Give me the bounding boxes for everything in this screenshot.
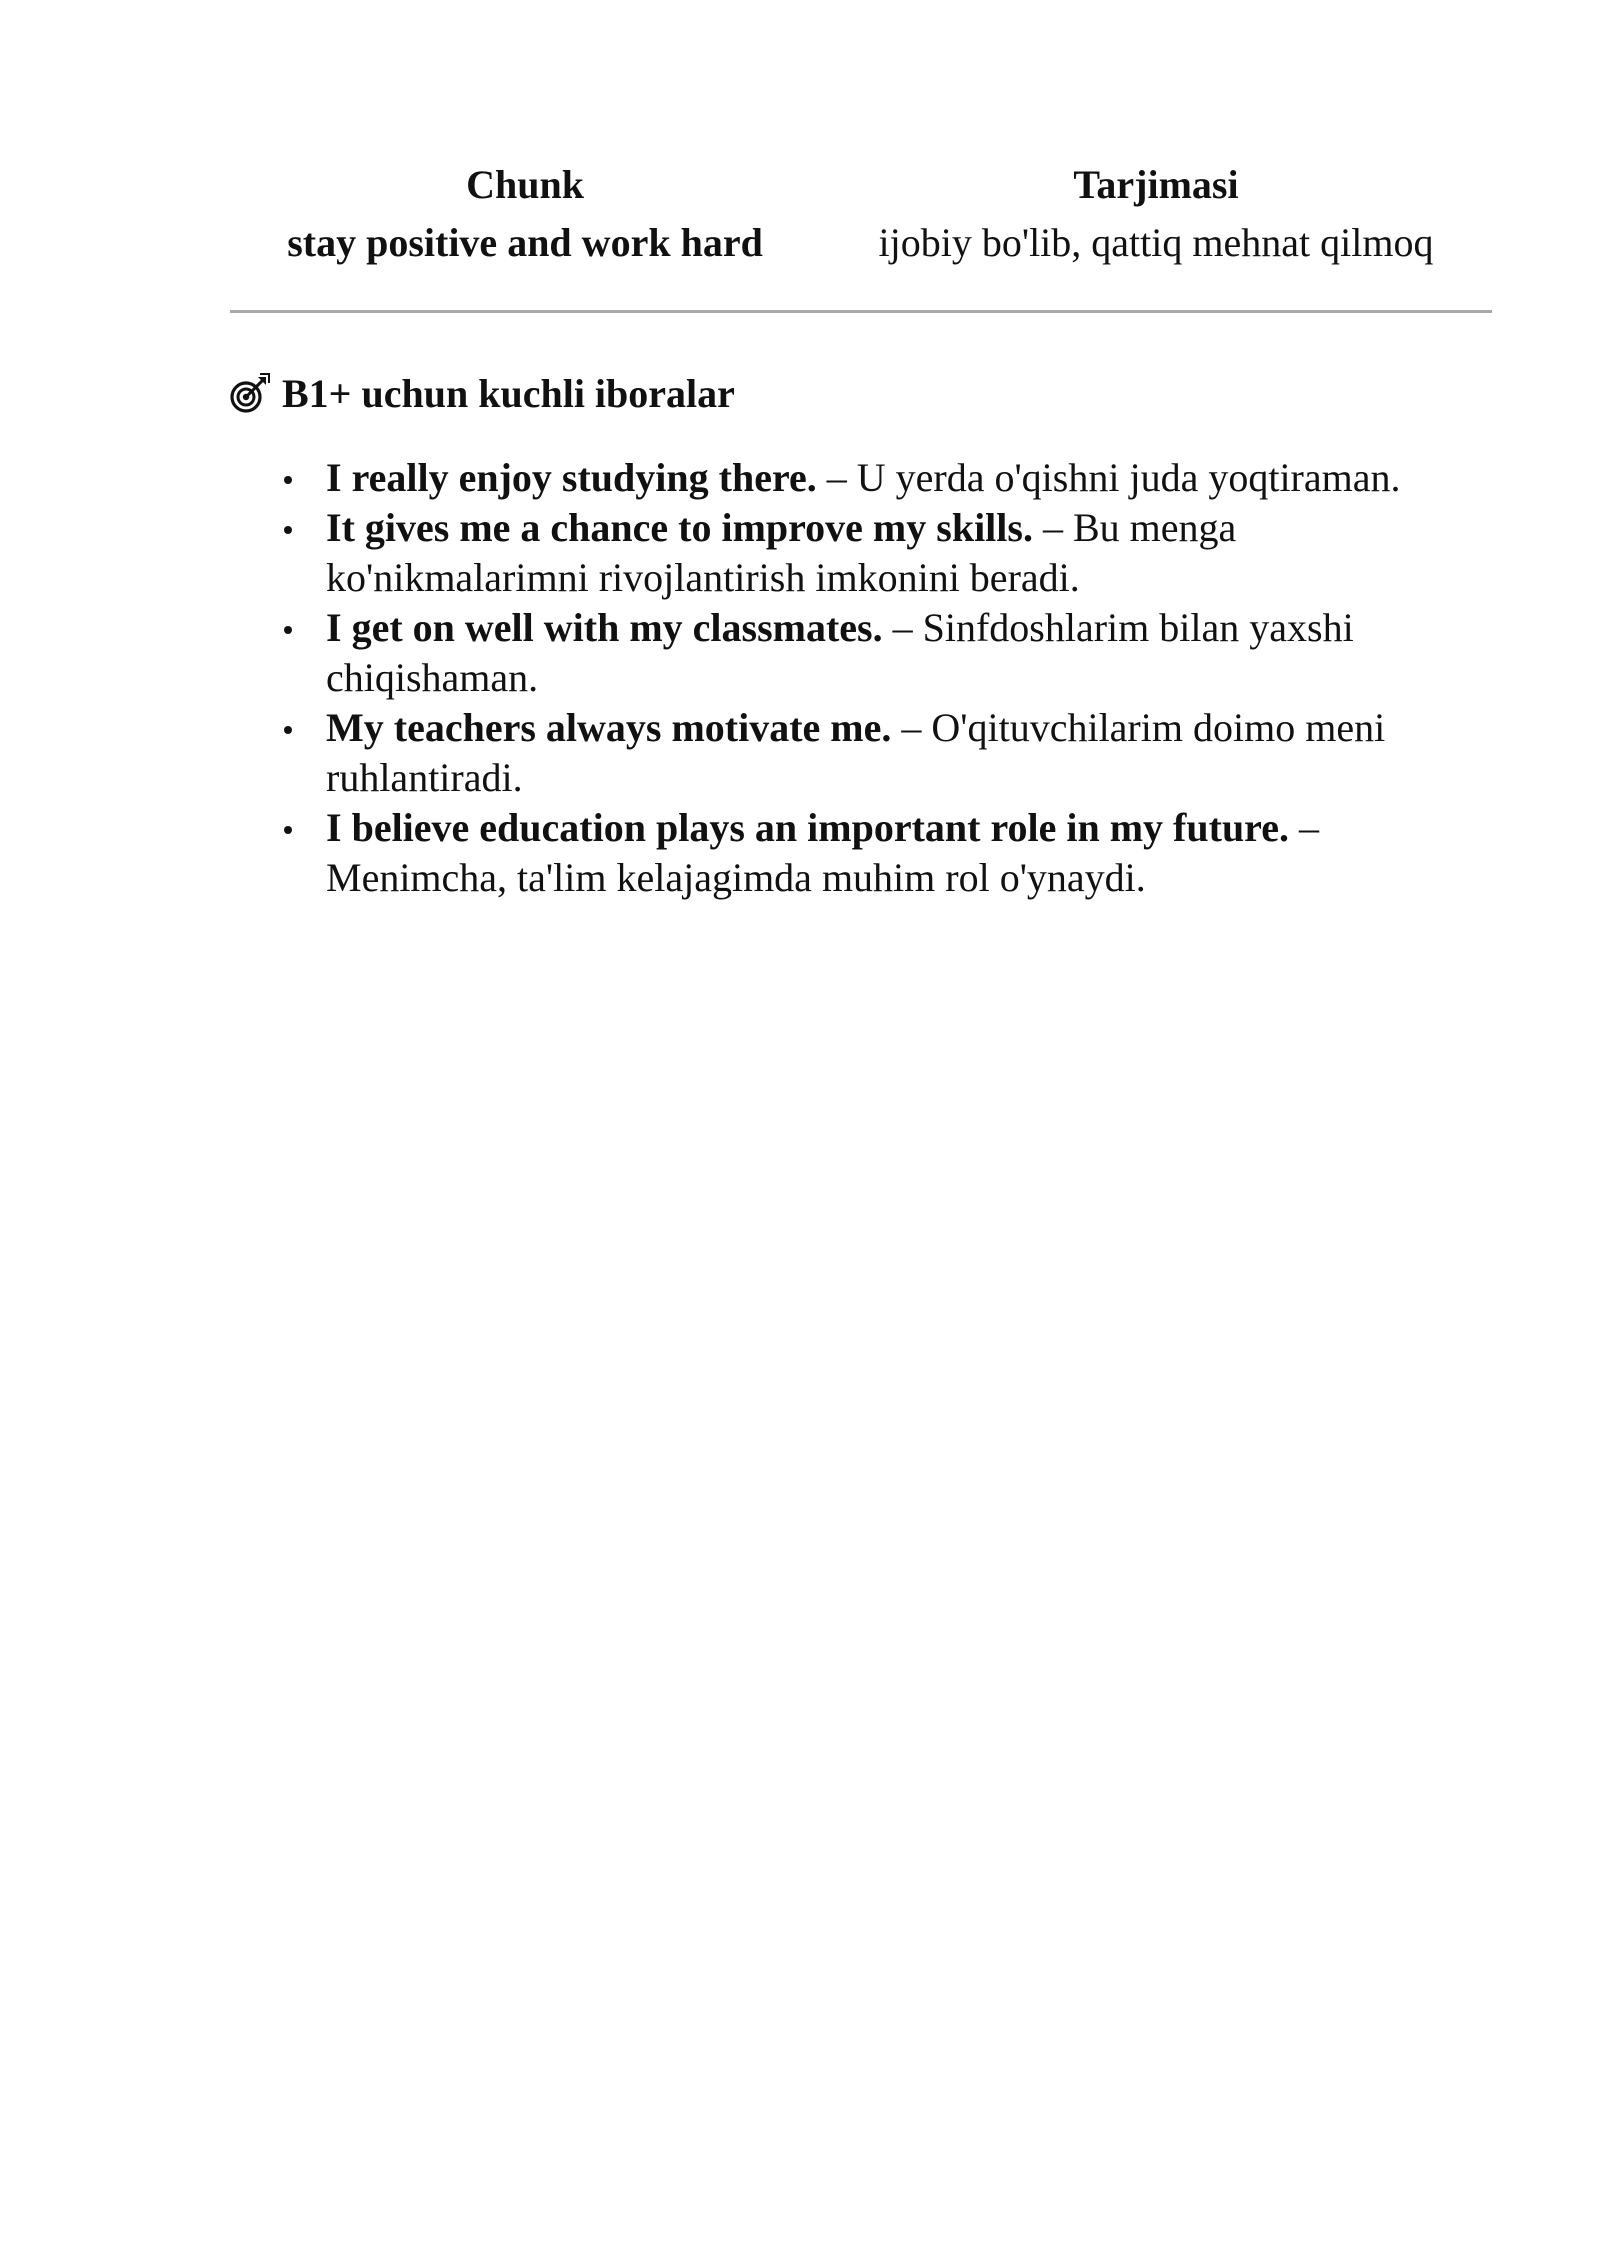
chunk-table-header-row — [228, 156, 1490, 214]
phrase-separator: – — [901, 705, 922, 750]
phrase-english: I really enjoy studying there. — [326, 455, 817, 500]
target-icon — [228, 371, 272, 415]
section-heading — [228, 365, 735, 421]
phrase-translation: Menimcha, ta'lim kelajagimda muhim rol o'ynaydi. — [326, 855, 1146, 900]
phrase-separator: – — [892, 605, 913, 650]
phrase-translation: U yerda o'qishni juda yoqtiraman. — [856, 455, 1401, 500]
phrase-separator: – — [1298, 805, 1319, 850]
list-item — [276, 453, 1506, 503]
chunk-table — [228, 156, 1490, 272]
phrase-translation: Bu menga ko'nikmalarimni rivojlantirish imkonini beradi. — [326, 505, 1237, 600]
phrase-list — [276, 453, 1506, 903]
horizontal-divider — [230, 310, 1492, 313]
phrase-english: I get on well with my classmates. — [326, 605, 883, 650]
list-item — [276, 803, 1506, 903]
section-title: B1+ uchun kuchli iboralar — [282, 370, 735, 416]
phrase-translation: Sinfdoshlarim bilan yaxshi chiqishaman. — [326, 605, 1354, 700]
translation-column-header: Tarjimasi — [1073, 162, 1239, 207]
chunk-cell: stay positive and work hard — [287, 220, 763, 265]
table-row — [228, 214, 1490, 272]
phrase-english: It gives me a chance to improve my skills. — [326, 505, 1033, 550]
list-item — [276, 503, 1506, 603]
list-item — [276, 603, 1506, 703]
chunk-column-header: Chunk — [466, 162, 584, 207]
list-item — [276, 703, 1506, 803]
phrase-separator: – — [826, 455, 847, 500]
phrase-separator: – — [1042, 505, 1063, 550]
phrase-english: My teachers always motivate me. — [326, 705, 892, 750]
phrase-english: I believe education plays an important role in my future. — [326, 805, 1289, 850]
phrase-translation: O'qituvchilarim doimo meni ruhlantiradi. — [326, 705, 1386, 800]
translation-cell: ijobiy bo'lib, qattiq mehnat qilmoq — [878, 220, 1434, 265]
